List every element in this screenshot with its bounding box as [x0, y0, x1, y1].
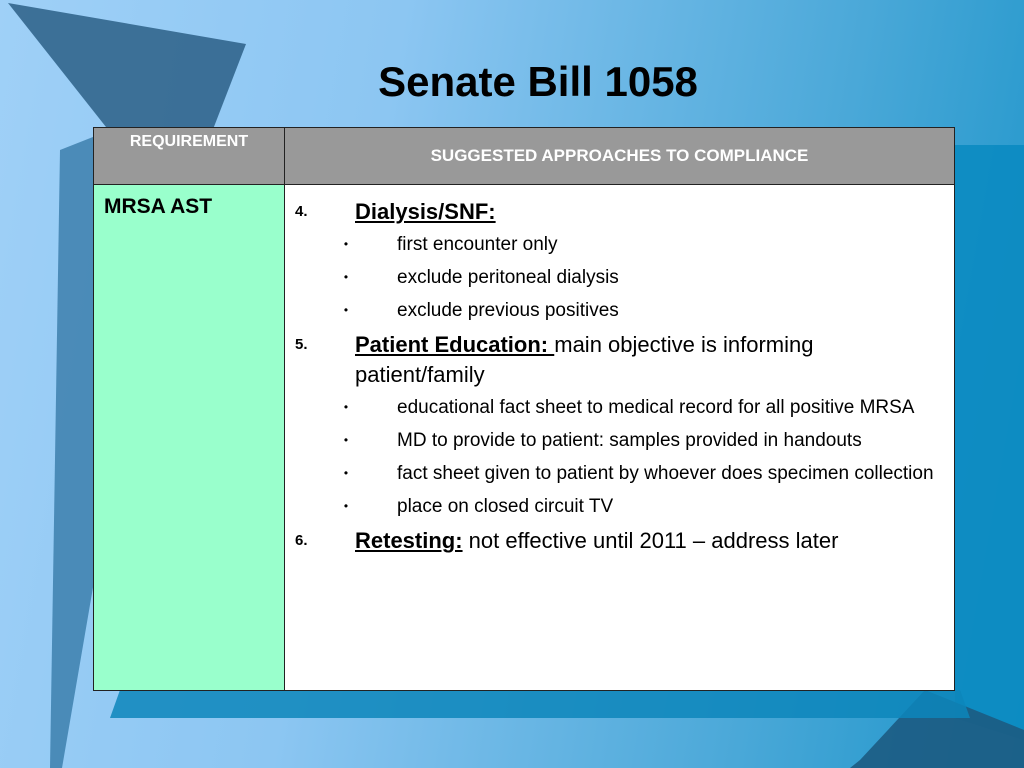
item-heading: Dialysis/SNF: — [355, 199, 496, 224]
item-text: main objective is informing patient/family — [355, 332, 814, 387]
list-item-retesting — [295, 526, 944, 556]
bullet-text: educational fact sheet to medical record for all positive MRSA — [397, 397, 915, 418]
requirement-cell: MRSA AST — [94, 185, 285, 691]
bullet-icon: • — [343, 400, 349, 414]
item-text: not effective until 2011 – address later — [462, 528, 839, 553]
approaches-header: SUGGESTED APPROACHES TO COMPLIANCE — [285, 128, 955, 185]
table-row — [94, 185, 955, 691]
item-heading: Retesting: — [355, 528, 463, 553]
bullet-icon: • — [343, 303, 349, 317]
table-header-row — [94, 128, 955, 185]
item-number: 5. — [295, 336, 308, 353]
requirement-header: REQUIREMENT — [94, 128, 285, 185]
bullet-icon: • — [343, 237, 349, 251]
bullet-text: fact sheet given to patient by whoever does specimen collection — [397, 463, 934, 484]
item-number: 6. — [295, 532, 308, 549]
bullet-item — [295, 427, 944, 454]
item-body — [355, 197, 944, 227]
bullet-item — [295, 493, 944, 520]
bullet-text: MD to provide to patient: samples provided in handouts — [397, 430, 862, 451]
item-body — [355, 330, 944, 390]
bullet-text: exclude peritoneal dialysis — [397, 267, 619, 288]
approaches-cell — [285, 185, 955, 691]
bullet-item — [295, 394, 944, 421]
bullet-icon: • — [343, 466, 349, 480]
item-body — [355, 526, 944, 556]
bullet-icon: • — [343, 270, 349, 284]
bullet-text: exclude previous positives — [397, 300, 619, 321]
bullet-item — [295, 264, 944, 291]
bullet-text: first encounter only — [397, 234, 558, 255]
bullet-text: place on closed circuit TV — [397, 496, 614, 517]
item-number: 4. — [295, 203, 308, 220]
bullet-icon: • — [343, 499, 349, 513]
list-item-dialysis — [295, 197, 944, 227]
bullet-icon: • — [343, 433, 349, 447]
bullet-item — [295, 460, 944, 487]
slide-title: Senate Bill 1058 — [378, 58, 698, 105]
bullet-list — [295, 394, 944, 520]
requirements-table — [93, 127, 955, 691]
bullet-item — [295, 297, 944, 324]
list-item-patient-education — [295, 330, 944, 390]
bullet-item — [295, 231, 944, 258]
bullet-list — [295, 231, 944, 324]
item-heading: Patient Education: — [355, 332, 555, 357]
